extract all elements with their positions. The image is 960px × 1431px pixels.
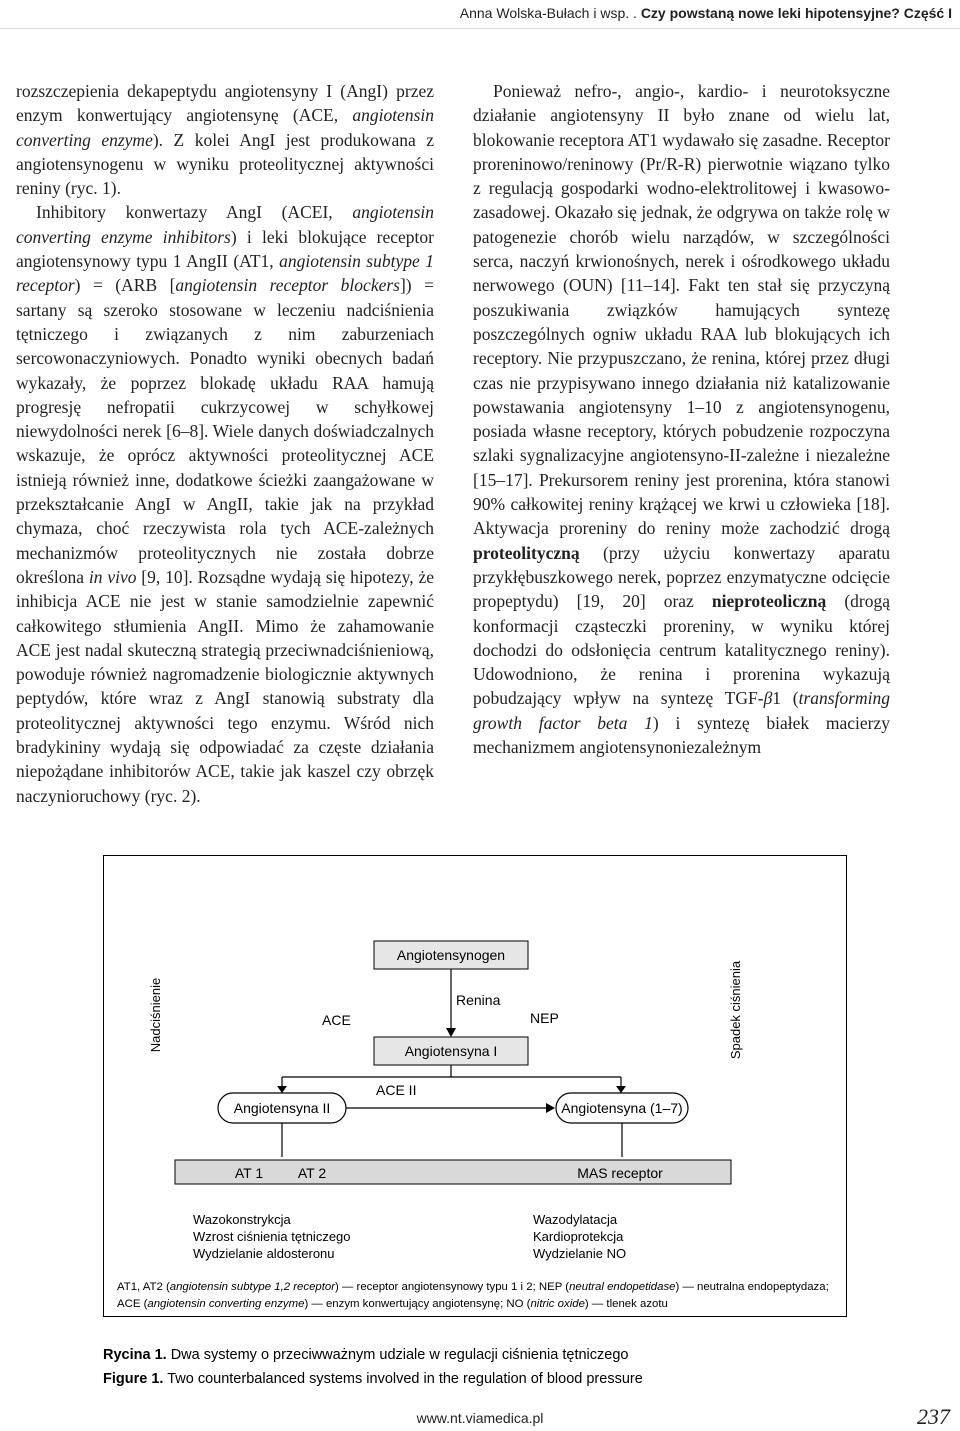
header-title: Czy powstaną nowe leki hipotensyjne? Część I [640,5,952,21]
text-angiotensyna-1: Angiotensyna I [404,1043,498,1059]
caption-english [103,1370,863,1388]
branch-left-head [277,1086,287,1093]
caption-polish-text: Dwa systemy o przeciwważnym udziale w regulacji ciśnienia tętniczego [170,1347,629,1363]
text-angiotensyna-17: Angiotensyna (1–7) [561,1100,683,1116]
header-authors: Anna Wolska-Bułach i wsp. [459,5,630,21]
caption-polish [103,1346,863,1364]
label-nadcisnienie: Nadciśnienie [148,977,163,1053]
right-effect-3: Wydzielanie NO [533,1246,627,1261]
arrow-renina-head [446,1028,456,1037]
caption-english-label: Figure 1. [103,1371,164,1387]
text-nep: NEP [530,1010,559,1026]
label-spadek: Spadek ciśnienia [728,960,743,1060]
right-paragraph-1: Ponieważ nefro-, angio-, kardio- i neurotoksyczne działanie angiotensyny II było znane od wielu lat, blokowanie receptora AT1 wydawało się zasadne. Receptor proreninowo/reninowy (Pr/R-R) pierwotnie wiązano tylko z regulacją gospodarki wodno-elektrolitowej i kwasowo-zasadowej. Okazało się jednak, że odgrywa on także rolę w patogenezie chorób wielu narządów, w szczególności serca, naczyń krwionośnych, nerek i ośrodkowego układu nerwowego (OUN) [11–14]. Fakt ten stał się przyczyną poszukiwania związków hamujących syntezę poszczególnych ogniw układu RAA lub blokujących ich receptory. Nie przypuszczano, że renina, której przez długi czas nie przypisywano innego działania niż katalizowanie powstawania angiotensyny 1–10 z angiotensynogenu, posiada własne receptory, których pobudzenie rozpoczyna szlaki sygnalizacyjne angiotensyno-II-zależne i niezależne [15–17]. Prekursorem reniny jest prorenina, która stanowi 90% całkowitej reniny krążącej we krwi u człowieka [18]. Aktywacja proreniny do reniny może zachodzić drogą proteolityczną (przy użyciu konwertazy aparatu przykłębuszkowego nerek, poprzez enzymatyczne odcięcie propeptydu) [19, 20] oraz nieproteoliczną (drogą konformacji cząsteczki proreniny, w wyniku której dochodzi do odsłonięcia centrum katalitycznego reniny). Udowodniono, że renina i prorenina wykazują pobudzający wpływ na syntezę TGF-β1 (transforming growth factor beta 1) i syntezę białek macierzy mechanizmem angiotensynoniezależnym [473,81,890,758]
header-separator: . [633,5,637,21]
text-ace: ACE [322,1012,351,1028]
branch-right-head [616,1086,626,1093]
right-effect-2: Kardioprotekcja [533,1229,624,1244]
page-number: 237 [917,1404,950,1429]
text-renina: Renina [456,992,501,1008]
caption-english-text: Two counterbalanced systems involved in the regulation of blood pressure [167,1371,643,1387]
left-effect-3: Wydzielanie aldosteronu [193,1246,335,1261]
text-at2: AT 2 [297,1165,327,1181]
left-paragraph-1: rozszczepienia dekapeptydu angiotensyny I (AngI) przez enzym konwertujący angiotensynę (ACE, angiotensin converting enzyme). Z kolei AngI jest produkowana z angiotensynogenu w wyniku proteolitycznej aktywności reniny (ryc. 1). [16,81,435,199]
right-effect-1: Wazodylatacja [533,1212,618,1227]
left-effect-2: Wzrost ciśnienia tętniczego [193,1229,351,1244]
footer-url[interactable]: www.nt.viamedica.pl [416,1410,544,1426]
figure-legend: AT1, AT2 (angiotensin subtype 1,2 receptor) — receptor angiotensynowy typu 1 i 2; NEP (neutral endopetidase) — neutralna endopeptydaza; ACE (angiotensin converting enzyme) — enzym konwertujący angiotensynę; NO (nitric oxide) — tlenek azotu [117,1281,829,1310]
text-mas: MAS receptor [577,1165,663,1181]
text-angiotensyna-2: Angiotensyna II [233,1100,331,1116]
text-ace2: ACE II [376,1082,417,1098]
left-effect-1: Wazokonstrykcja [193,1212,291,1227]
caption-polish-label: Rycina 1. [103,1347,167,1363]
text-at1: AT 1 [234,1165,264,1181]
left-paragraph-2: Inhibitory konwertazy AngI (ACEI, angiotensin converting enzyme inhibitors) i leki blokujące receptor angiotensynowy typu 1 AngII (AT1, angiotensin subtype 1 receptor) = (ARB [angiotensin receptor blockers]) = sartany są szeroko stosowane w leczeniu nadciśnienia tętniczego i związanych z nim zaburzeniach sercowonaczyniowych. Ponadto wyniki obecnych badań wykazały, że poprzez blokadę układu RAA hamują progresję nefropatii cukrzycowej w schyłkowej niewydolności nerek [6–8]. Wiele danych doświadczalnych wskazuje, że oprócz aktywności proteolitycznej ACE istnieją również inne, dodatkowe ścieżki zaangażowane w przekształcanie AngI w AngII, takie jak na przykład chymaza, choć rzeczywista rola tych ACE-zależnych mechanizmów proteolitycznych nie została dobrze określona in vivo [9, 10]. Rozsądne wydają się hipotezy, że inhibicja ACE nie jest w stanie samodzielnie zapewnić całkowitego stłumienia AngII. Mimo że zahamowanie ACE jest nadal skuteczną strategią przeciwnadciśnieniową, powoduje również nagromadzenie biologicznie aktywnych peptydów, które wraz z AngI stanowią substraty dla proteolitycznej aktywności tego enzymu. Wśród nich bradykininy wydają się odpowiadać za częste działania niepożądane inhibitorów ACE, takie jak kaszel czy obrzęk naczynioruchowy (ryc. 2). [16,202,434,806]
text-angiotensynogen: Angiotensynogen [396,947,506,963]
arrow-ace2-head [546,1103,555,1113]
